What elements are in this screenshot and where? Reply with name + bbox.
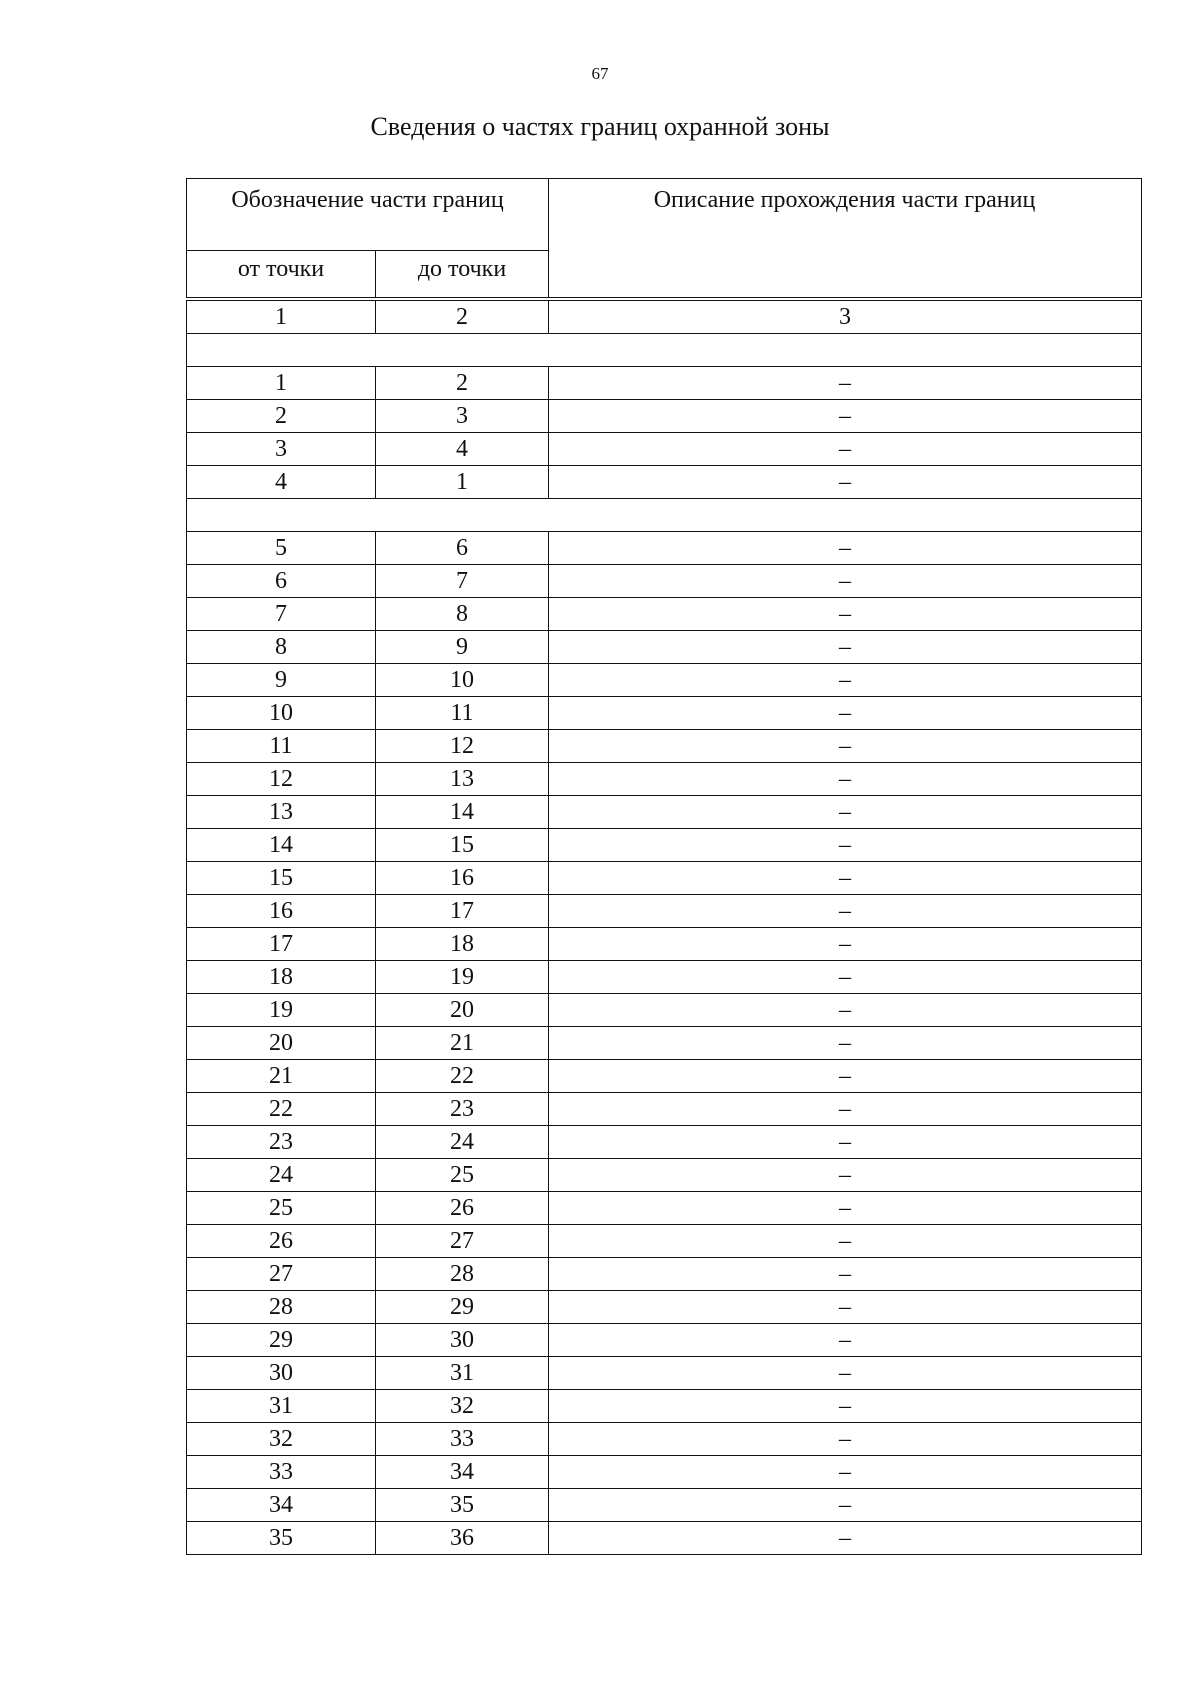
from-point-cell: 31	[187, 1390, 376, 1423]
from-point-cell: 2	[187, 400, 376, 433]
from-point-cell: 24	[187, 1159, 376, 1192]
description-cell: –	[549, 1291, 1142, 1324]
from-point-cell: 12	[187, 763, 376, 796]
from-point-cell: 14	[187, 829, 376, 862]
from-point-cell: 13	[187, 796, 376, 829]
table-row	[187, 730, 1142, 763]
description-cell: –	[549, 796, 1142, 829]
table-row	[187, 1291, 1142, 1324]
description-cell: –	[549, 433, 1142, 466]
to-point-cell: 15	[376, 829, 549, 862]
description-cell: –	[549, 1027, 1142, 1060]
table-row	[187, 763, 1142, 796]
table-row	[187, 1324, 1142, 1357]
table-row	[187, 862, 1142, 895]
to-point-cell: 29	[376, 1291, 549, 1324]
header-designation: Обозначение части границ	[187, 179, 549, 251]
from-point-cell: 33	[187, 1456, 376, 1489]
to-point-cell: 36	[376, 1522, 549, 1555]
table-row	[187, 433, 1142, 466]
description-cell: –	[549, 631, 1142, 664]
to-point-cell: 6	[376, 532, 549, 565]
description-cell: –	[549, 1192, 1142, 1225]
table-row	[187, 961, 1142, 994]
description-cell: –	[549, 367, 1142, 400]
table-row	[187, 1522, 1142, 1555]
description-cell: –	[549, 763, 1142, 796]
from-point-cell: 16	[187, 895, 376, 928]
table-row	[187, 1027, 1142, 1060]
to-point-cell: 31	[376, 1357, 549, 1390]
to-point-cell: 16	[376, 862, 549, 895]
table-row	[187, 1423, 1142, 1456]
table-row	[187, 466, 1142, 499]
table-row	[187, 1258, 1142, 1291]
from-point-cell: 30	[187, 1357, 376, 1390]
table-header	[186, 178, 1142, 298]
from-point-cell: 19	[187, 994, 376, 1027]
table-row	[187, 1126, 1142, 1159]
table-row	[187, 367, 1142, 400]
table-row	[187, 1159, 1142, 1192]
to-point-cell: 35	[376, 1489, 549, 1522]
description-cell: –	[549, 1456, 1142, 1489]
description-cell: –	[549, 1324, 1142, 1357]
table-row	[187, 1192, 1142, 1225]
to-point-cell: 26	[376, 1192, 549, 1225]
from-point-cell: 6	[187, 565, 376, 598]
boundary-parts-table	[186, 300, 1142, 1555]
to-point-cell: 32	[376, 1390, 549, 1423]
table-row	[187, 598, 1142, 631]
description-cell: –	[549, 1390, 1142, 1423]
to-point-cell: 23	[376, 1093, 549, 1126]
description-cell: –	[549, 466, 1142, 499]
to-point-cell: 17	[376, 895, 549, 928]
from-point-cell: 10	[187, 697, 376, 730]
description-cell: –	[549, 1225, 1142, 1258]
description-cell: –	[549, 730, 1142, 763]
from-point-cell: 27	[187, 1258, 376, 1291]
group-separator-row	[187, 334, 1142, 367]
to-point-cell: 34	[376, 1456, 549, 1489]
table-row	[187, 1225, 1142, 1258]
from-point-cell: 3	[187, 433, 376, 466]
table-row	[187, 1390, 1142, 1423]
table-body	[187, 301, 1142, 1555]
description-cell: –	[549, 1126, 1142, 1159]
from-point-cell: 28	[187, 1291, 376, 1324]
column-number: 2	[376, 301, 549, 334]
description-cell: –	[549, 1060, 1142, 1093]
description-cell: –	[549, 928, 1142, 961]
header-to-point: до точки	[376, 250, 549, 297]
from-point-cell: 35	[187, 1522, 376, 1555]
to-point-cell: 27	[376, 1225, 549, 1258]
table-row	[187, 1060, 1142, 1093]
header-description: Описание прохождения части границ	[653, 187, 1036, 213]
to-point-cell: 25	[376, 1159, 549, 1192]
from-point-cell: 17	[187, 928, 376, 961]
to-point-cell: 30	[376, 1324, 549, 1357]
to-point-cell: 13	[376, 763, 549, 796]
to-point-cell: 1	[376, 466, 549, 499]
from-point-cell: 26	[187, 1225, 376, 1258]
table-row	[187, 697, 1142, 730]
description-cell: –	[549, 961, 1142, 994]
from-point-cell: 7	[187, 598, 376, 631]
table-row	[187, 829, 1142, 862]
group-separator-cell	[187, 499, 1142, 532]
description-cell: –	[549, 895, 1142, 928]
from-point-cell: 21	[187, 1060, 376, 1093]
from-point-cell: 9	[187, 664, 376, 697]
to-point-cell: 19	[376, 961, 549, 994]
table-row	[187, 1093, 1142, 1126]
from-point-cell: 18	[187, 961, 376, 994]
to-point-cell: 24	[376, 1126, 549, 1159]
description-cell: –	[549, 664, 1142, 697]
table-row	[187, 895, 1142, 928]
description-cell: –	[549, 1159, 1142, 1192]
table-row	[187, 631, 1142, 664]
column-number-row	[187, 301, 1142, 334]
from-point-cell: 29	[187, 1324, 376, 1357]
description-cell: –	[549, 1489, 1142, 1522]
table-row	[187, 400, 1142, 433]
table-row	[187, 532, 1142, 565]
table-row	[187, 565, 1142, 598]
page-number: 67	[591, 64, 609, 83]
description-cell: –	[549, 1423, 1142, 1456]
from-point-cell: 25	[187, 1192, 376, 1225]
to-point-cell: 22	[376, 1060, 549, 1093]
to-point-cell: 3	[376, 400, 549, 433]
description-cell: –	[549, 565, 1142, 598]
header-from-point: от точки	[187, 250, 376, 297]
description-cell: –	[549, 1093, 1142, 1126]
table-row	[187, 1456, 1142, 1489]
description-cell: –	[549, 697, 1142, 730]
from-point-cell: 4	[187, 466, 376, 499]
description-cell: –	[549, 532, 1142, 565]
from-point-cell: 11	[187, 730, 376, 763]
column-number: 1	[187, 301, 376, 334]
from-point-cell: 8	[187, 631, 376, 664]
description-cell: –	[549, 400, 1142, 433]
table-row	[187, 928, 1142, 961]
group-separator-cell	[187, 334, 1142, 367]
description-cell: –	[549, 1357, 1142, 1390]
from-point-cell: 15	[187, 862, 376, 895]
from-point-cell: 5	[187, 532, 376, 565]
column-number: 3	[549, 301, 1142, 334]
to-point-cell: 33	[376, 1423, 549, 1456]
table-row	[187, 664, 1142, 697]
table-row	[187, 1489, 1142, 1522]
description-cell: –	[549, 829, 1142, 862]
description-cell: –	[549, 862, 1142, 895]
from-point-cell: 20	[187, 1027, 376, 1060]
table-row	[187, 1357, 1142, 1390]
to-point-cell: 7	[376, 565, 549, 598]
table-row	[187, 994, 1142, 1027]
from-point-cell: 32	[187, 1423, 376, 1456]
from-point-cell: 34	[187, 1489, 376, 1522]
to-point-cell: 28	[376, 1258, 549, 1291]
to-point-cell: 11	[376, 697, 549, 730]
description-cell: –	[549, 1258, 1142, 1291]
description-cell: –	[549, 994, 1142, 1027]
to-point-cell: 14	[376, 796, 549, 829]
description-cell: –	[549, 598, 1142, 631]
group-separator-row	[187, 499, 1142, 532]
to-point-cell: 12	[376, 730, 549, 763]
to-point-cell: 4	[376, 433, 549, 466]
from-point-cell: 1	[187, 367, 376, 400]
table-row	[187, 796, 1142, 829]
from-point-cell: 23	[187, 1126, 376, 1159]
to-point-cell: 2	[376, 367, 549, 400]
to-point-cell: 8	[376, 598, 549, 631]
description-cell: –	[549, 1522, 1142, 1555]
to-point-cell: 20	[376, 994, 549, 1027]
page-title: Сведения о частях границ охранной зоны	[370, 112, 830, 141]
to-point-cell: 18	[376, 928, 549, 961]
to-point-cell: 21	[376, 1027, 549, 1060]
to-point-cell: 9	[376, 631, 549, 664]
from-point-cell: 22	[187, 1093, 376, 1126]
to-point-cell: 10	[376, 664, 549, 697]
